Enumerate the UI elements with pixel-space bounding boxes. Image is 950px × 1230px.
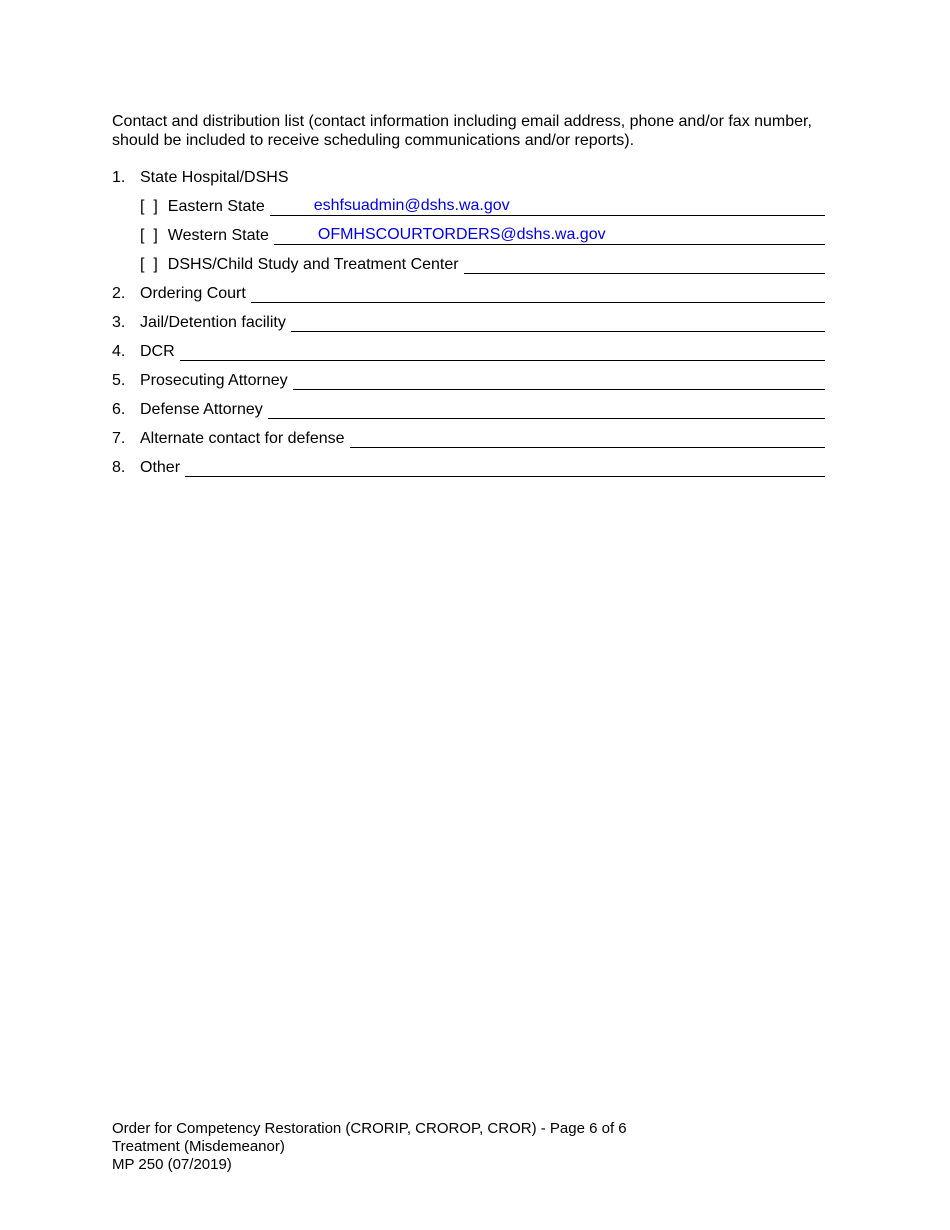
item-label: Alternate contact for defense [140,430,345,447]
dcr-field[interactable] [180,341,825,361]
item-number: 1. [112,169,126,186]
footer-form-number: MP 250 (07/2019) [112,1156,232,1173]
item-number: 8. [112,459,126,476]
jail-detention-field[interactable] [291,312,825,332]
item-number: 7. [112,430,126,447]
page-footer [112,1120,627,1174]
list-item-4 [112,339,825,361]
item-number: 3. [112,314,126,331]
eastern-state-email-link[interactable]: eshfsuadmin@dshs.wa.gov [313,197,510,214]
child-study-center-field[interactable] [464,254,825,274]
eastern-state-field[interactable] [270,196,825,216]
list-item-5 [112,368,825,390]
prosecuting-attorney-field[interactable] [293,370,825,390]
list-item-2 [112,281,825,303]
footer-form-title: Order for Competency Restoration (CRORIP, CROROP, CROR) - Page 6 of 6 [112,1120,627,1137]
item-number: 5. [112,372,126,389]
list-item-1 [112,165,825,187]
item-label: State Hospital/DSHS [140,169,289,186]
ordering-court-field[interactable] [251,283,825,303]
other-field[interactable] [185,457,825,477]
item-label: Ordering Court [140,285,246,302]
item-number: 6. [112,401,126,418]
western-state-checkbox[interactable]: [ ] [140,227,158,244]
western-state-label: Western State [167,227,269,244]
hospital-eastern-state [140,194,825,216]
eastern-state-checkbox[interactable]: [ ] [140,198,158,215]
item-label: Prosecuting Attorney [140,372,288,389]
eastern-state-label: Eastern State [167,198,265,215]
list-item-6 [112,397,825,419]
western-state-field[interactable] [274,225,825,245]
child-study-center-label: DSHS/Child Study and Treatment Center [167,256,459,273]
alternate-contact-field[interactable] [350,428,825,448]
item-label: Other [140,459,181,476]
item-number: 2. [112,285,126,302]
intro-paragraph: Contact and distribution list (contact information including email address, phone and/or fax number, should be included to receive scheduling communications and/or reports). [112,113,812,149]
hospital-child-study-center [140,252,825,274]
list-item-7 [112,426,825,448]
list-item-3 [112,310,825,332]
item-number: 4. [112,343,126,360]
defense-attorney-field[interactable] [268,399,825,419]
item-label: Jail/Detention facility [140,314,286,331]
western-state-email-link[interactable]: OFMHSCOURTORDERS@dshs.wa.gov [317,226,606,243]
item-label: DCR [140,343,175,360]
hospital-western-state [140,223,825,245]
list-item-8 [112,455,825,477]
footer-form-subtitle: Treatment (Misdemeanor) [112,1138,285,1155]
child-study-center-checkbox[interactable]: [ ] [140,256,158,273]
item-label: Defense Attorney [140,401,263,418]
